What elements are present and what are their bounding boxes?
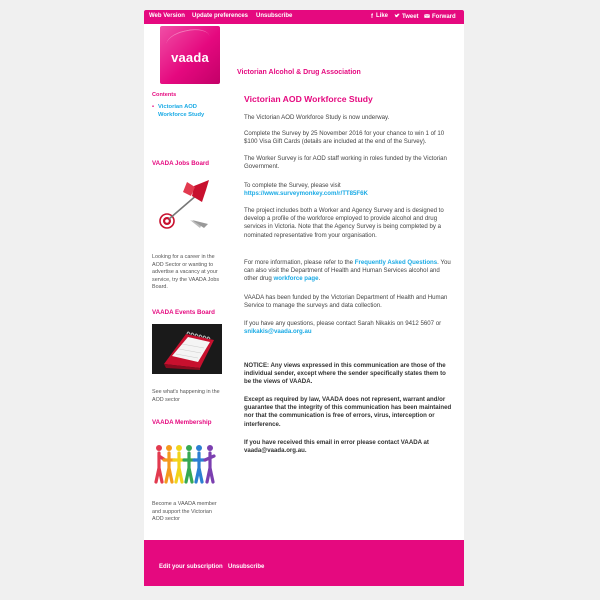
jobs-text-block — [152, 254, 222, 292]
jobs-section — [152, 160, 222, 167]
events-section — [152, 309, 222, 316]
dart-target-icon[interactable] — [154, 176, 214, 236]
notice-views: NOTICE: Any views expressed in this communication are those of the individual sender, except where the sender specifically states them to be the views of VAADA. — [244, 362, 446, 386]
events-text: See what's happening in the AOD sector — [152, 389, 220, 403]
para-3: The Worker Survey is for AOD staff working in roles funded by the Victorian Government. — [244, 155, 447, 171]
membership-heading: VAADA Membership — [152, 419, 212, 426]
para-4 — [244, 182, 454, 198]
events-text-block — [152, 389, 222, 404]
events-heading: VAADA Events Board — [152, 309, 215, 316]
email-container — [144, 10, 464, 586]
faq-link[interactable]: Frequently Asked Questions — [354, 259, 438, 266]
twitter-icon — [394, 13, 400, 19]
web-version-link[interactable]: Web Version — [149, 13, 185, 19]
top-bar — [144, 10, 464, 24]
tweet-link[interactable]: Tweet — [394, 13, 419, 20]
survey-link[interactable]: https://www.surveymonkey.com/r/TT85F6K — [244, 190, 368, 198]
workforce-page-link[interactable]: workforce page — [273, 275, 319, 283]
para-8 — [244, 320, 454, 336]
para-1: The Victorian AOD Workforce Study is now underway. — [244, 114, 390, 121]
update-preferences-link[interactable]: Update preferences — [192, 13, 249, 19]
contact-text: If you have any questions, please contact Sarah Nikakis on 9412 5607 or — [244, 320, 442, 327]
footer — [144, 540, 464, 586]
membership-text-block — [152, 501, 222, 524]
people-chain-icon[interactable] — [153, 440, 219, 488]
notice-error: If you have received this email in error please contact VAADA at vaada@vaada.org.au. — [244, 439, 429, 455]
para-7: VAADA has been funded by the Victorian Department of Health and Human Service to manage the surveys and data collection. — [244, 294, 448, 310]
header — [144, 24, 464, 88]
contact-email-link[interactable]: snikakis@vaada.org.au — [244, 328, 312, 336]
vaada-logo[interactable]: vaada — [160, 26, 220, 84]
membership-section — [152, 419, 222, 426]
faq-intro-text: For more information, please refer to the — [244, 259, 354, 266]
para-5: The project includes both a Worker and Agency Survey and is designed to develop a profile of the workforce employed to provide alcohol and drug services in Victoria. Note that the Agency Survey is being completed by a nominated representative from your organisation. — [244, 207, 444, 239]
footer-unsubscribe-link[interactable]: Unsubscribe — [228, 564, 265, 570]
contents-heading: Contents — [152, 92, 177, 98]
para-6-end: . — [318, 275, 321, 283]
edit-subscription-link[interactable]: Edit your subscription — [159, 564, 223, 570]
article-title-block — [244, 94, 454, 104]
calendar-icon[interactable] — [152, 324, 222, 374]
envelope-icon — [424, 13, 430, 19]
para-2: Complete the Survey by 25 November 2016 for your chance to win 1 of 10 $100 Visa Gift Cards (details are included at the end of the Survey). — [244, 130, 445, 146]
contents-item-workforce-study[interactable]: • Victorian AOD Workforce Study — [152, 104, 222, 119]
article-title: Victorian AOD Workforce Study — [244, 94, 373, 104]
unsubscribe-link[interactable]: Unsubscribe — [256, 13, 293, 19]
survey-intro-text: To complete the Survey, please visit — [244, 182, 341, 189]
org-name: Victorian Alcohol & Drug Association — [237, 69, 361, 76]
para-6 — [244, 259, 454, 284]
membership-text: Become a VAADA member and support the Victorian AOD sector — [152, 501, 217, 523]
workforce-intro-text: . You can also visit the Department of Health and Human Services alcohol and other drug — [244, 259, 451, 283]
jobs-heading: VAADA Jobs Board — [152, 160, 210, 167]
like-link[interactable]: f Like — [371, 13, 389, 20]
facebook-icon: f — [371, 14, 373, 20]
jobs-text: Looking for a career in the AOD Sector or wanting to advertise a vacancy at your service, try the VAADA Jobs Board. — [152, 254, 220, 291]
notice-integrity: Except as required by law, VAADA does not represent, warrant and/or guarantee that the integrity of this communication has been maintained nor that the communication is free of errors, virus, interception or interference. — [244, 396, 452, 428]
forward-link[interactable]: Forward — [424, 13, 456, 20]
contents-section — [152, 92, 222, 119]
